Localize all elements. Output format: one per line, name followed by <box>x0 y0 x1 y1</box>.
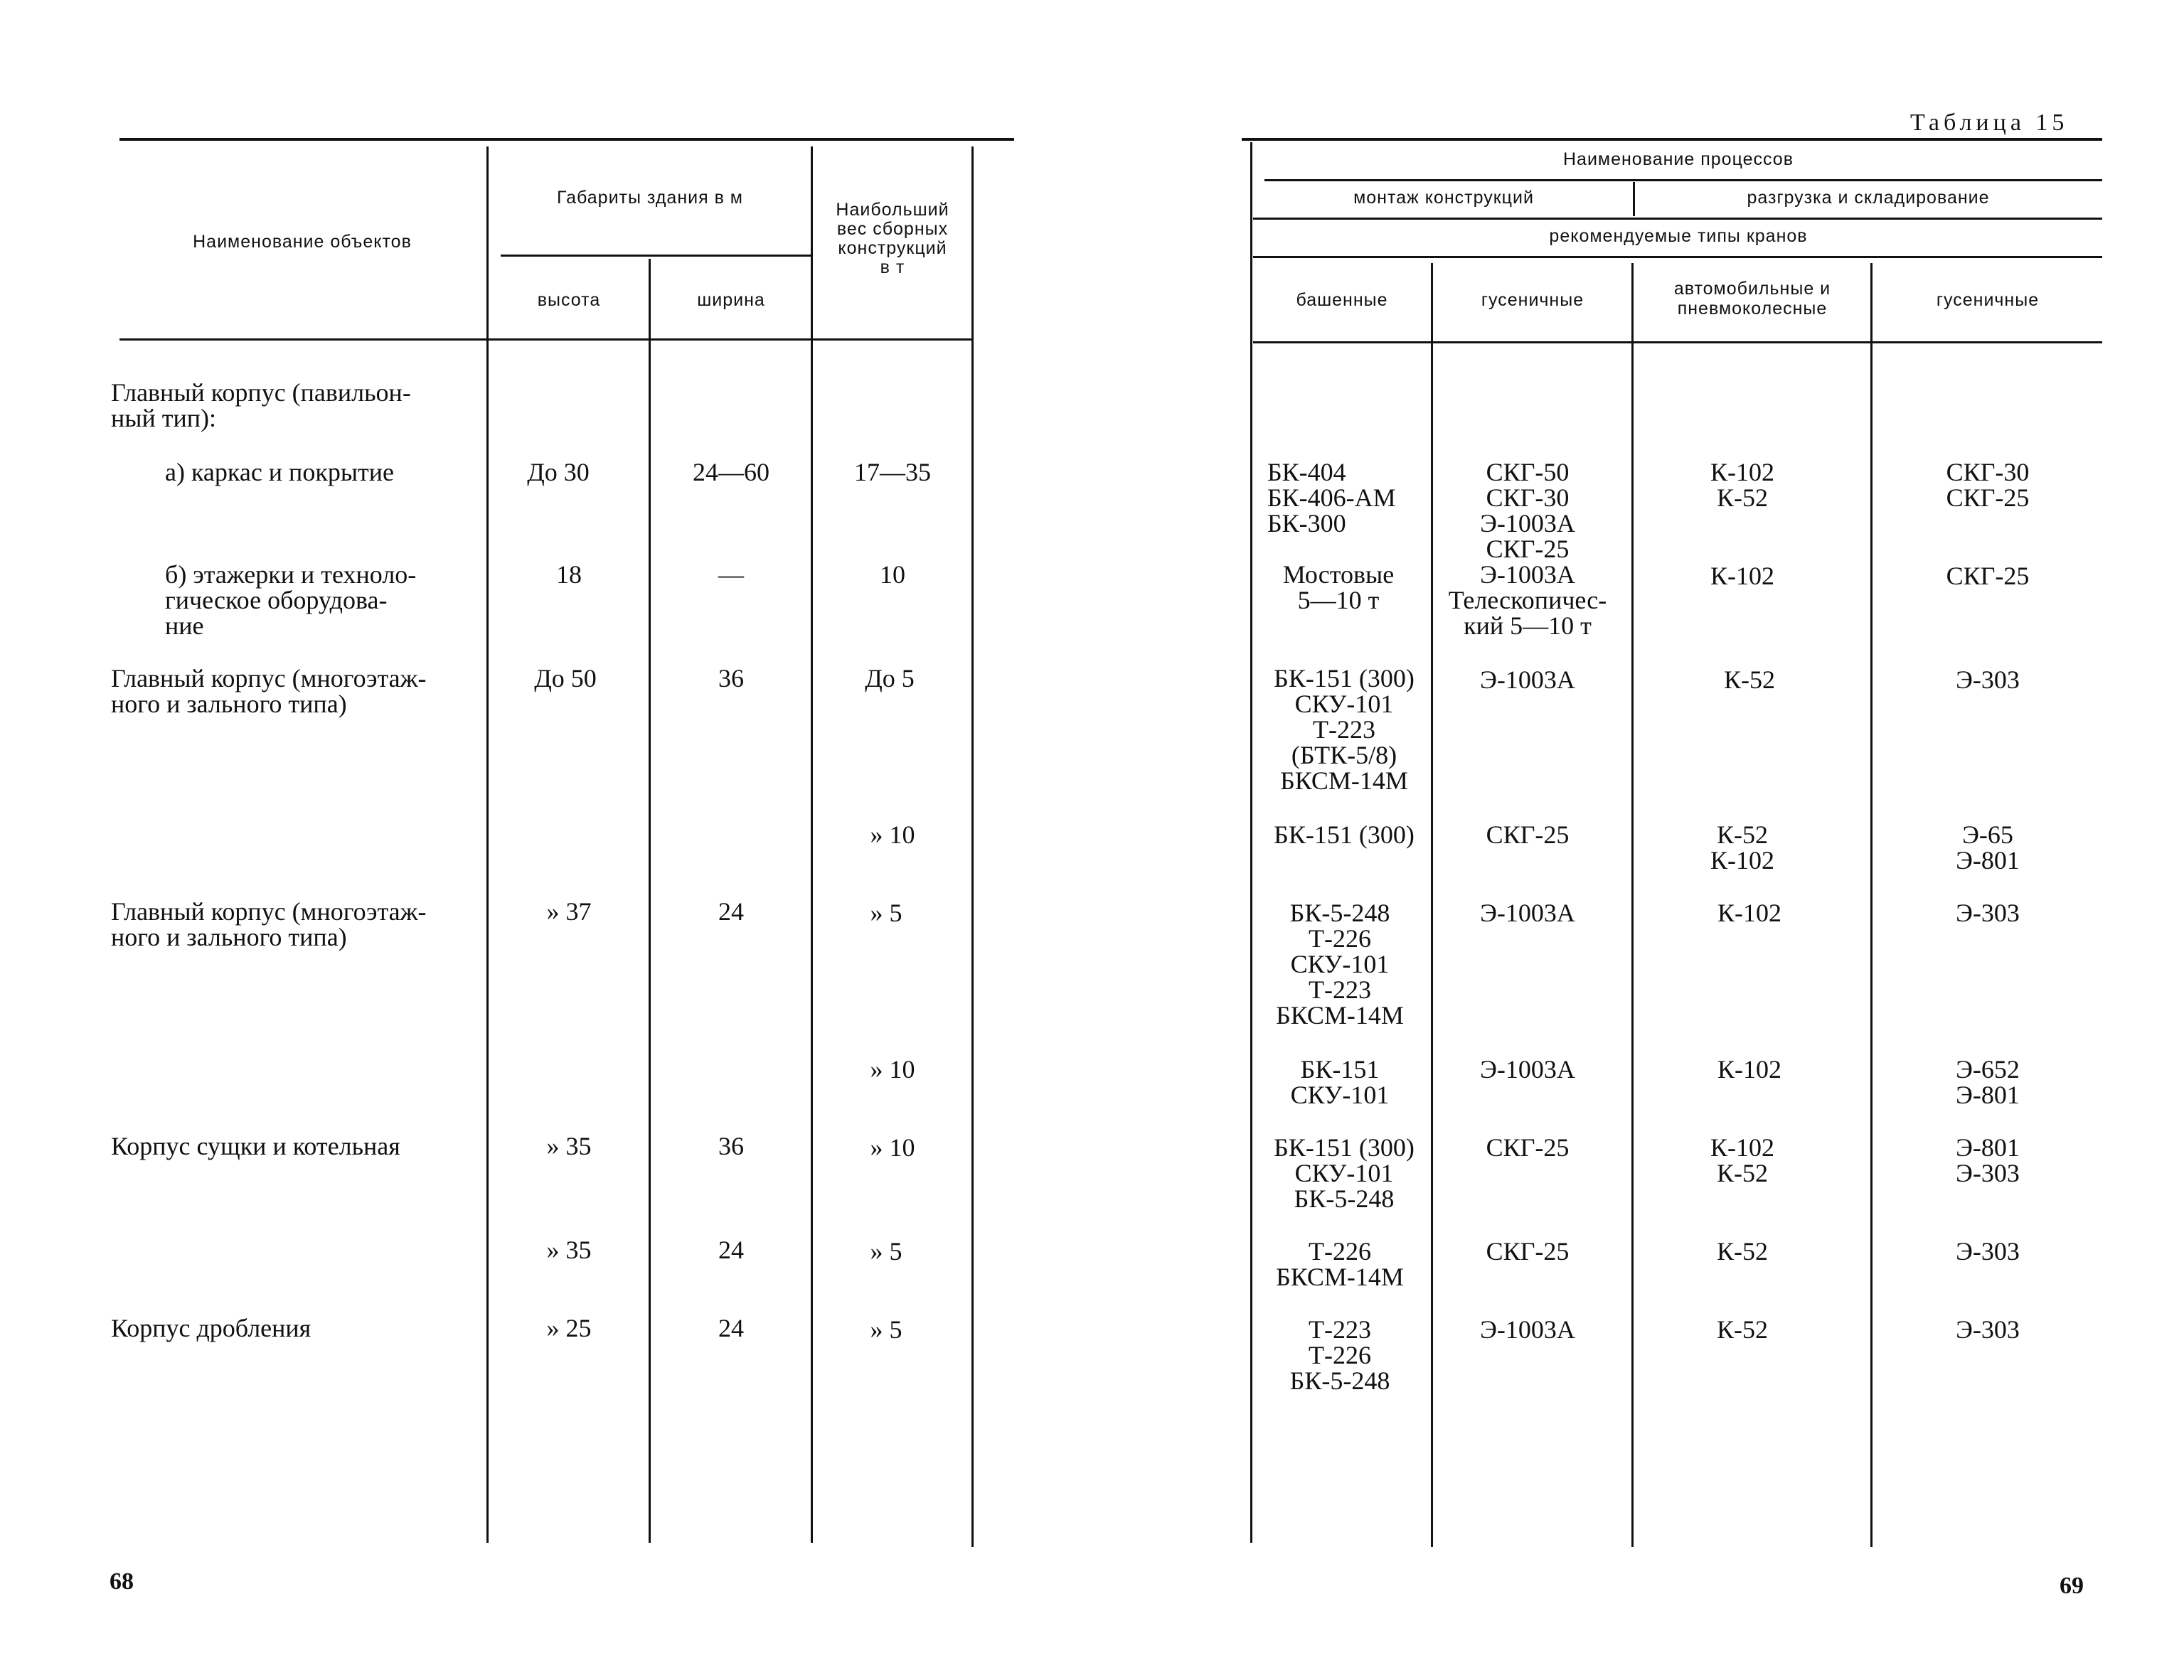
row-10-height: » 25 <box>546 1314 592 1342</box>
row-3-weight: 10 <box>880 560 905 589</box>
row-8-crawler2: Э-801 Э-303 <box>1956 1133 2020 1187</box>
right-col-divider-1 <box>1431 263 1433 1547</box>
row-7-crawler: Э-1003А <box>1480 1055 1575 1084</box>
row-8-width: 36 <box>718 1132 744 1160</box>
row-10-tower: Т-223 Т-226 БК-5-248 <box>1289 1315 1390 1395</box>
right-top-rule <box>1242 138 2102 141</box>
header-assembly: монтаж конструкций <box>1353 188 1534 208</box>
row-3-auto: К-102 <box>1710 562 1774 590</box>
row-10-width: 24 <box>718 1314 744 1342</box>
row-6-height: » 37 <box>546 897 592 926</box>
row-4-crawler: Э-1003А <box>1480 665 1575 694</box>
header-unloading: разгрузка и складирование <box>1747 188 1990 208</box>
row-2-name: а) каркас и покрытие <box>165 458 394 486</box>
row-4-crawler2: Э-303 <box>1956 665 2020 694</box>
row-9-crawler2: Э-303 <box>1956 1237 2020 1266</box>
row-4-auto: К-52 <box>1724 665 1775 694</box>
row-6-tower: БК-5-248 Т-226 СКУ-101 Т-223 БКСМ-14М <box>1276 899 1404 1029</box>
row-10-crawler2: Э-303 <box>1956 1315 2020 1344</box>
row-4-height: До 50 <box>534 664 597 692</box>
row-7-weight: » 10 <box>870 1055 915 1084</box>
header-recommended: рекомендуемые типы кранов <box>1549 226 1808 246</box>
row-2-crawler: СКГ-50 СКГ-30 Э-1003А СКГ-25 <box>1480 458 1575 563</box>
row-8-auto: К-102 К-52 <box>1710 1133 1774 1187</box>
row-8-height: » 35 <box>546 1132 592 1160</box>
row-8-crawler: СКГ-25 <box>1486 1133 1570 1162</box>
row-2-tower: БК-404 БК-406-АМ БК-300 <box>1267 458 1396 537</box>
row-8-weight: » 10 <box>870 1133 915 1162</box>
header-processes: Наименование процессов <box>1562 149 1794 169</box>
row-9-tower: Т-226 БКСМ-14М <box>1276 1237 1404 1291</box>
left-page-number: 68 <box>110 1568 134 1595</box>
row-10-weight: » 5 <box>870 1315 902 1344</box>
header-crawler: гусеничные <box>1481 290 1584 310</box>
row-6-width: 24 <box>718 897 744 926</box>
right-left-border <box>1250 142 1252 1543</box>
right-recommended-rule <box>1253 256 2102 258</box>
row-7-crawler2: Э-652 Э-801 <box>1956 1055 2020 1109</box>
row-3-height: 18 <box>556 560 582 589</box>
right-page-number: 69 <box>2060 1573 2084 1599</box>
table-caption: Таблица 15 <box>1910 109 2069 136</box>
row-8-name: Корпус сущки и котельная <box>111 1132 400 1160</box>
row-10-auto: К-52 <box>1717 1315 1768 1344</box>
row-6-name: Главный корпус (многоэтаж- ного и зального типа) <box>111 897 427 951</box>
row-9-height: » 35 <box>546 1236 592 1264</box>
row-5-auto: К-52 К-102 <box>1710 820 1774 874</box>
row-6-crawler2: Э-303 <box>1956 899 2020 927</box>
row-5-crawler2: Э-65 Э-801 <box>1956 820 2020 874</box>
header-width: ширина <box>697 290 765 310</box>
left-top-rule <box>119 138 1014 141</box>
left-col-divider-1 <box>486 146 489 1543</box>
header-object-name: Наименование объектов <box>193 232 412 252</box>
header-tower: башенные <box>1296 290 1388 310</box>
row-6-crawler: Э-1003А <box>1480 899 1575 927</box>
header-dimensions: Габариты здания в м <box>557 188 743 208</box>
header-auto: автомобильные и пневмоколесные <box>1673 279 1831 319</box>
row-5-weight: » 10 <box>870 820 915 849</box>
row-10-name: Корпус дробления <box>111 1314 311 1342</box>
row-8-tower: БК-151 (300) СКУ-101 БК-5-248 <box>1274 1133 1415 1213</box>
row-10-crawler: Э-1003А <box>1480 1315 1575 1344</box>
row-9-crawler: СКГ-25 <box>1486 1237 1570 1266</box>
row-2-height: До 30 <box>527 458 590 486</box>
row-2-width: 24—60 <box>693 458 769 486</box>
header-height: высота <box>537 290 601 310</box>
left-col-divider-4 <box>971 146 974 1547</box>
row-9-weight: » 5 <box>870 1237 902 1266</box>
right-col-divider-2 <box>1631 263 1634 1547</box>
header-crawler2: гусеничные <box>1936 290 2040 310</box>
right-subproc-rule <box>1253 218 2102 220</box>
row-4-name: Главный корпус (многоэтаж- ного и зального типа) <box>111 664 427 718</box>
row-2-crawler2: СКГ-30 СКГ-25 <box>1946 458 2030 512</box>
row-3-crawler2: СКГ-25 <box>1946 562 2030 590</box>
right-process-rule <box>1264 179 2102 181</box>
row-1-name: Главный корпус (павильон- ный тип): <box>111 378 411 432</box>
row-4-tower: БК-151 (300) СКУ-101 Т-223 (БТК-5/8) БКСМ-14М <box>1274 664 1415 795</box>
row-3-width: — <box>718 560 744 589</box>
row-2-auto: К-102 К-52 <box>1710 458 1774 512</box>
row-3-tower: Мостовые 5—10 т <box>1282 560 1395 614</box>
row-7-auto: К-102 <box>1717 1055 1781 1084</box>
row-7-tower: БК-151 СКУ-101 <box>1290 1055 1390 1109</box>
left-header-bottom-rule <box>119 338 973 341</box>
row-4-width: 36 <box>718 664 744 692</box>
left-dims-rule <box>501 255 811 257</box>
row-3-name: б) этажерки и техноло- гическое оборудова- ние <box>165 560 417 640</box>
row-5-crawler: СКГ-25 <box>1486 820 1570 849</box>
left-col-divider-2 <box>649 259 651 1543</box>
row-4-weight: До 5 <box>865 664 915 692</box>
left-col-divider-3 <box>811 146 813 1543</box>
row-9-auto: К-52 <box>1717 1237 1768 1266</box>
right-col-divider-3 <box>1870 263 1873 1547</box>
row-6-auto: К-102 <box>1717 899 1781 927</box>
row-6-weight: » 5 <box>870 899 902 927</box>
header-max-weight: Наибольший вес сборных конструкций в т <box>836 200 949 277</box>
row-2-weight: 17—35 <box>854 458 931 486</box>
right-subproc-divider <box>1633 182 1635 216</box>
right-header-bottom-rule <box>1253 341 2102 343</box>
row-5-tower: БК-151 (300) <box>1274 820 1415 849</box>
row-9-width: 24 <box>718 1236 744 1264</box>
row-3-crawler: Э-1003А Телескопичес- кий 5—10 т <box>1448 560 1607 640</box>
